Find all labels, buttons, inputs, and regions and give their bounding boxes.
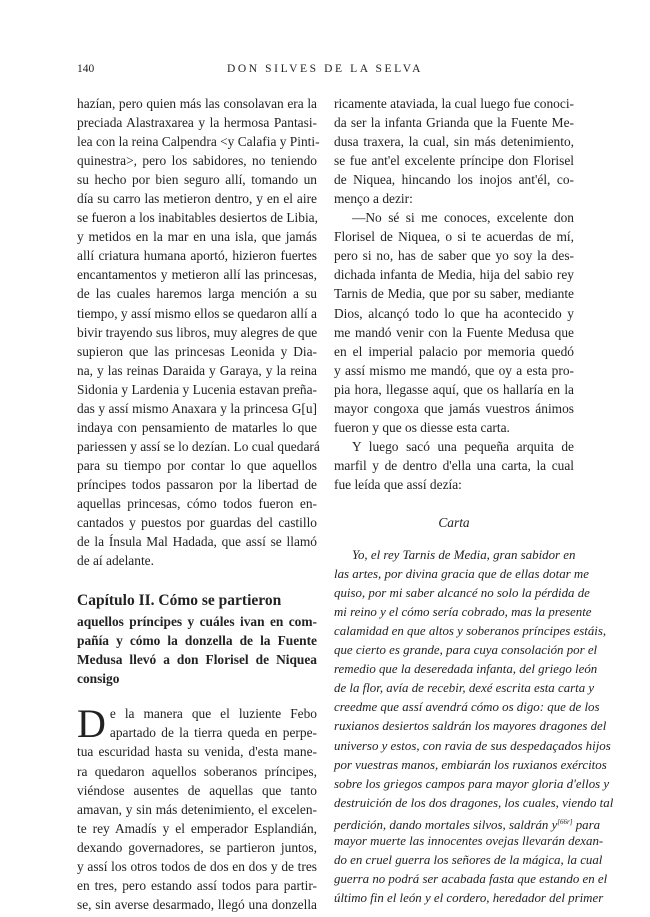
chapter-subtitle — [77, 612, 317, 688]
right-column — [334, 94, 614, 908]
spacer — [334, 532, 574, 546]
text-line: —No sé si me conoces, excelente don — [352, 210, 574, 226]
text-line: y assí los otros todos de dos en dos y de tres — [77, 858, 317, 874]
text-line: quinestra>, pero los sabidores, no teniendo — [77, 153, 317, 169]
text-line: hazían, pero quien más las consolavan era la — [77, 96, 317, 111]
letter-line: calamidad en que altos y soberanos príncipes estáis, — [334, 624, 607, 639]
text-line: de la Ínsula Mal Hadada, que assí se llamó — [77, 534, 317, 550]
letter-line: remedio que la deseredada infanta, del griego león — [334, 662, 598, 677]
letter-line: las artes, por divina gracia que de ellas dotar me — [334, 567, 589, 582]
letter-line: universo y estos, con ravia de sus despedaçados hijos — [334, 738, 611, 753]
text-line: allí criatura humana aportó, hizieron fuertes — [77, 248, 317, 264]
text-line: se fue ant'el excelente príncipe don Florisel — [334, 153, 574, 169]
chapter-title: Capítulo II. Cómo se partieron — [77, 592, 282, 610]
text-line: y assí mismo me mandó, que oy a esta pro- — [334, 362, 574, 378]
left-top-paragraph — [77, 94, 320, 570]
text-line: para su tiempo por contar lo que aquellos — [77, 457, 317, 473]
text-line: Y luego sacó una pequeña arquita de — [352, 438, 574, 454]
letter-line: por vuestras manos, embiarán los ruxianos exércitos — [334, 757, 607, 772]
spacer — [77, 570, 317, 590]
letter-line: destruición de los dos dragones, los cuales, viendo tal — [334, 795, 614, 810]
chapter-body — [77, 701, 317, 914]
drop-cap: D — [77, 701, 106, 747]
text-line: te rey Amadís y el emperador Esplandián, — [77, 820, 317, 836]
text-line: ricamente ataviada, la cual luego fue conoci- — [334, 96, 574, 111]
text-line: Sidonia y Lardenia y Lucenia estavan preña- — [77, 381, 317, 397]
letter-line: mi reino y el cómo sería cobrado, mas la presente — [334, 605, 592, 620]
text-line: de las cuales haremos larga mención a su — [77, 286, 317, 302]
letter-tail-lines — [334, 832, 608, 908]
text-line: y metidos en la mar en una isla, que jamás — [77, 229, 317, 245]
letter-line: que cierto es grande, para cuya consolación por el — [334, 643, 598, 658]
text-line: pariessen y assí se lo dezían. Lo cual quedará — [77, 438, 320, 454]
letter-heading: Carta — [438, 514, 470, 530]
text-line: amavan, y sin más detenimiento, el excelen- — [77, 801, 317, 817]
text-line: se fueron a los inabitables desiertos de Libia, — [77, 210, 318, 226]
letter-line: Yo, el rey Tarnis de Media, gran sabidor en — [352, 548, 576, 563]
letter-text — [334, 546, 614, 908]
text-line: cantados y puestos por guardas del castillo — [77, 515, 317, 531]
body-line: e la manera que el luziente Febo — [109, 706, 317, 722]
text-line: lea con la reina Calpendra <y Calafia y Pinti- — [77, 134, 320, 150]
body-line: apartado de la tierra queda en perpe- — [109, 725, 317, 741]
text-line: encantamentos y metieron allí las princesas, — [77, 267, 317, 283]
text-line: indaya con pensamiento de matarles lo que — [77, 419, 317, 435]
text-line: tua escuridad hasta su venida, d'esta mane- — [77, 744, 317, 760]
text-line: príncipes todos passaron por la libertad de — [77, 476, 317, 492]
text-line: das y assí mismo Anaxara y la princesa G[u] — [77, 400, 317, 416]
text-line: fueron y que os diesse esta carta. — [334, 419, 510, 435]
text-line: Dios, alcançó todo lo que ha acontecido y — [334, 305, 574, 321]
text-line: de Niquea, hincando los inojos ant'él, co- — [334, 172, 574, 188]
letter-line — [334, 813, 601, 832]
letter-line: guerra no podrá ser acabada fasta que estando en el — [334, 871, 608, 886]
text-line: Medusa llevó a don Florisel de Niquea — [77, 652, 317, 668]
text-line: dichada infanta de Media, hija del sabio rey — [334, 267, 574, 283]
running-header — [77, 63, 573, 79]
text-line: marfil y de dentro d'ella una carta, la cual — [334, 457, 574, 473]
text-line: menço a dezir: — [334, 191, 413, 207]
spacer — [334, 494, 574, 513]
spacer — [77, 688, 317, 704]
text-line: preciada Alastraxarea y la hermosa Pantasi- — [77, 115, 317, 131]
text-line: viéndose ausentes de aquellas que tanto — [77, 782, 317, 798]
text-line: pero si no, has de saber que yo soy la des- — [334, 248, 574, 264]
text-line: ra quedaron aquellos soberanos príncipes, — [77, 763, 317, 779]
text-line: bivir trayendo sus libros, muy alegres de que — [77, 324, 318, 340]
letter-line: mayor muerte las innocentes ovejas llevarán dexan- — [334, 833, 604, 848]
letter-line: sobre los griegos campos para mayor gloria d'ellos y — [334, 776, 610, 791]
text-line: en el imperial palacio por memoria quedó — [334, 343, 574, 359]
letter-line: de la flor, avía de recebir, dexé escrita esta carta y — [334, 681, 595, 696]
chapter-heading — [77, 590, 317, 688]
text-line: su hecho por bien seguro allí, tomando un — [77, 172, 317, 188]
text-line: Florisel de Niquea, o si te acuerdas de mí, — [334, 229, 574, 245]
right-top-paragraphs — [334, 94, 574, 494]
letter-line: do en cruel guerra los señores de la mágica, la cual — [334, 852, 603, 867]
letter-line-part: para — [572, 817, 601, 832]
text-line: mayor congoxa que jamás vuestros ánimos — [334, 400, 574, 416]
text-line: pañía y cómo la donzella de la Fuente — [77, 633, 317, 649]
text-line: de aí adelante. — [77, 553, 154, 569]
page-number: 140 — [77, 63, 95, 75]
letter-lines — [334, 546, 614, 813]
text-line: tiempo, y assí mismo ellos se quedaron allí a — [77, 305, 317, 321]
text-line: consigo — [77, 671, 120, 687]
text-line: da ser la infanta Grianda que la Fuente Me- — [334, 115, 574, 131]
text-line: na, y las reinas Daraida y Garaya, y la reina — [77, 362, 317, 378]
folio-marker: [66r] — [557, 817, 573, 826]
letter-line: creedme que assí avendrá cómo os digo: que de los — [334, 700, 600, 715]
text-line: día su carro las metieron dentro, y en el aire — [77, 191, 317, 207]
text-line: fue leída que assí dezía: — [334, 476, 462, 492]
running-title: DON SILVES DE LA SELVA — [226, 63, 424, 75]
left-column — [77, 94, 320, 914]
left-bottom-paragraph — [77, 742, 317, 913]
text-line: aquellas princesas, cómo todos fueron en- — [77, 495, 317, 511]
letter-line-part: perdición, dando mortales silvos, saldrán y — [334, 817, 558, 832]
text-line: pia hora, llegasse aquí, que os hallaría en la — [334, 381, 574, 397]
text-line: Tarnis de Media, que por su saber, mediante — [334, 286, 574, 302]
letter-line: quiso, por mi saber alcancé no solo la pérdida de — [334, 586, 590, 601]
text-line: aquellos príncipes y cuáles ivan en com- — [77, 614, 317, 630]
text-line: dexando governadores, se partieron juntos, — [77, 839, 317, 855]
text-line: me mandó venir con la Fuente Medusa que — [334, 324, 574, 340]
text-line: dusa traxera, la cual, sin más detenimiento, — [334, 134, 574, 150]
letter-line: ruxianos desiertos saldrán los mayores dragones del — [334, 719, 607, 734]
text-line: se, sin averse desarmado, llegó una donzella — [77, 896, 317, 912]
letter-line: último fin el león y el cordero, heredador del primer — [334, 890, 604, 905]
text-line: supieron que las princesas Leonida y Dia- — [77, 343, 317, 359]
text-line: en tres, pero estando assí todos para partir- — [77, 877, 317, 893]
